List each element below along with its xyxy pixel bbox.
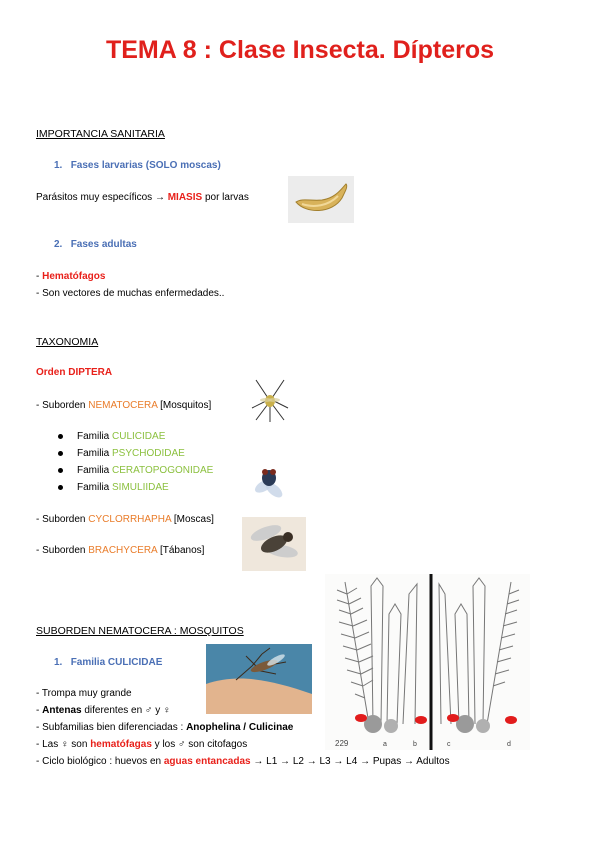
mosquito-photo: [206, 644, 312, 714]
section-heading-nematocera: SUBORDEN NEMATOCERA : MOSQUITOS: [36, 625, 244, 637]
text: -: [36, 705, 43, 716]
highlight-hematofagos: Hematófagos: [42, 271, 106, 282]
item-label: Familia CULICIDAE: [70, 657, 163, 668]
text-line-ciclo: [36, 756, 450, 768]
highlight-aguas: aguas entancadas: [163, 756, 251, 767]
item-label-b: SOLO moscas): [149, 160, 221, 171]
text-line-vectores: - Son vectores de muchas enfermedades..: [36, 288, 225, 299]
text: Anophelina / Culicinae: [186, 722, 294, 733]
text-line-hematofagas: [36, 739, 247, 751]
text: - Suborden: [36, 514, 89, 525]
list-item: [58, 482, 213, 499]
suborden-brachycera: [36, 545, 204, 557]
text: - Las ♀ son: [36, 739, 91, 750]
text: Familia: [77, 482, 113, 493]
bullet-icon: [58, 451, 63, 456]
fly-icon: [250, 464, 288, 502]
numbered-item-fases-larvarias: [54, 160, 221, 172]
highlight-hematofagas: hematófagas: [90, 739, 152, 750]
item-label: Fases adultas: [70, 239, 137, 250]
text-line-trompa: - Trompa muy grande: [36, 688, 132, 699]
figure-label: a: [383, 741, 387, 748]
taxon-name: NEMATOCERA: [88, 400, 158, 411]
text-line-hematofagos: [36, 271, 105, 283]
text: diferentes en ♂ y ♀: [81, 705, 171, 716]
item-number: 2.: [54, 239, 63, 250]
text: DIPTERA: [68, 367, 113, 378]
list-item: [58, 465, 213, 482]
text: - Suborden: [36, 400, 89, 411]
text: y los ♂ son citofagos: [151, 739, 248, 750]
text-line-antenas: [36, 705, 171, 717]
orden-diptera: [36, 367, 112, 379]
taxon-name: PSYCHODIDAE: [112, 448, 185, 459]
text: Familia: [77, 448, 113, 459]
item-number: 1.: [54, 160, 63, 171]
text: Familia: [77, 465, 113, 476]
bullet-icon: [58, 434, 63, 439]
text-line-miasis: [36, 192, 249, 204]
taxon-name: CERATOPOGONIDAE: [112, 465, 214, 476]
text: [Tábanos]: [157, 545, 205, 556]
text: - Ciclo biológico : huevos en: [36, 756, 164, 767]
numbered-item-fases-adultas: [54, 239, 137, 251]
list-item: [58, 448, 213, 465]
text: [Mosquitos]: [157, 400, 212, 411]
text: Familia: [77, 431, 113, 442]
figure-label: c: [447, 741, 451, 748]
text: - Suborden: [36, 545, 89, 556]
taxon-name: CYCLORRHAPHA: [88, 514, 172, 525]
page-title: TEMA 8 : Clase Insecta. Dípteros: [105, 36, 495, 64]
text: Parásitos muy específicos: [36, 192, 155, 203]
highlight-miasis: MIASIS: [167, 192, 203, 203]
text: Antenas: [42, 705, 82, 716]
family-list: [58, 431, 213, 499]
item-label-a: Fases larvarias (: [70, 160, 150, 171]
mosquito-icon: [246, 378, 294, 424]
text: -: [36, 271, 43, 282]
list-item: [58, 431, 213, 448]
horsefly-image: [242, 517, 306, 571]
taxon-name: SIMULIIDAE: [112, 482, 169, 493]
taxon-name: CULICIDAE: [112, 431, 166, 442]
antenna-diagram-figure: [325, 574, 530, 750]
suborden-cyclorrhapha: [36, 514, 214, 526]
bullet-icon: [58, 485, 63, 490]
text: [Moscas]: [171, 514, 214, 525]
suborden-nematocera: [36, 400, 211, 412]
larva-image: [288, 176, 354, 223]
text: → L1 → L2 → L3 → L4 → Pupas → Adultos: [250, 756, 450, 767]
text: por larvas: [202, 192, 249, 203]
arrow-icon: →: [154, 192, 165, 203]
text-line-subfamilias: [36, 722, 293, 734]
figure-label: b: [413, 741, 417, 748]
text: - Subfamilias bien diferenciadas :: [36, 722, 187, 733]
item-number: 1.: [54, 657, 63, 668]
bullet-icon: [58, 468, 63, 473]
figure-label: d: [507, 741, 511, 748]
taxon-name: BRACHYCERA: [88, 545, 158, 556]
text: Orden: [36, 367, 69, 378]
numbered-item-culicidae: [54, 657, 162, 669]
section-heading-importancia: IMPORTANCIA SANITARIA: [36, 128, 165, 140]
section-heading-taxonomia: TAXONOMIA: [36, 336, 99, 348]
figure-number: 229: [335, 739, 349, 748]
